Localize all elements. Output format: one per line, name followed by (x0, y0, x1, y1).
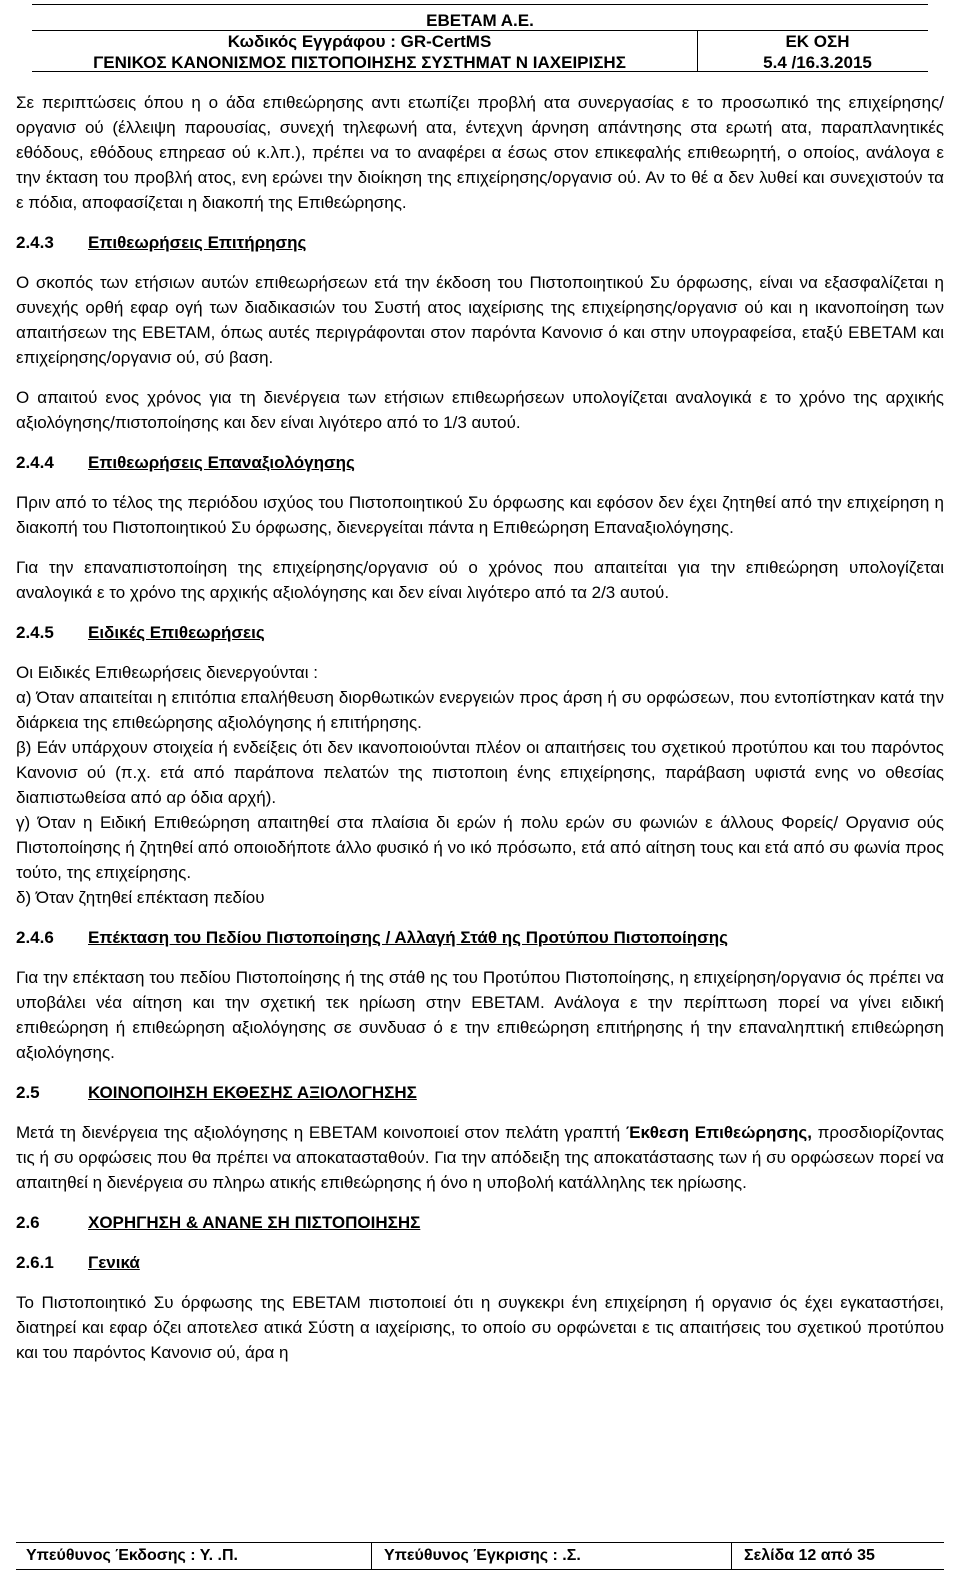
issue-responsible: Υπεύθυνος Έκδοσης : Υ. .Π. (26, 1547, 238, 1564)
edition-label: ΕΚ ΟΣΗ (785, 32, 850, 51)
section-title: ΚΟΙΝΟΠΟΙΗΣΗ ΕΚΘΕΣΗΣ ΑΞΙΟΛΟΓΗΣΗΣ (88, 1083, 417, 1102)
list-item: γ) Όταν η Ειδική Επιθεώρηση απαιτηθεί στα πλαίσια δι ερών ή πολυ ερών συ φωνιών ε άλλους Φορείς/ Οργανισ ούς Πιστοποίησης ή ζητηθεί από οποιοδήποτε άλλο φυσικό ή νο ικό πρόσωπο, ετά από αίτηση τους και ετά από συ φωνία προς τούτο, της επιχείρησης. (16, 813, 944, 882)
section-title: Επιθεωρήσεις Επαναξιολόγησης (88, 453, 355, 472)
section-number: 2.6 (16, 1213, 40, 1232)
paragraph: Το Πιστοποιητικό Συ όρφωσης της ΕΒΕΤΑΜ πιστοποιεί ότι η συγκεκρι ένη επιχείρηση ή οργανισ ός έχει εγκαταστήσει, διατηρεί και εφαρ όζει αποτελεσ ατικά Σύστη α ιαχείρισης, το οποίο συ ορφώνεται ε τις απαιτήσεις του σχετικού προτύπου και του παρόντος Κανονισ ού, άρα η (16, 1293, 944, 1362)
paragraph: Για την επαναπιστοποίηση της επιχείρησης/οργανισ ού ο χρόνος που απαιτείται για την επιθεώρηση υπολογίζεται αναλογικά ε το χρόνο της αρχικής αξιολόγησης και δεν είναι λιγότερο από τα 2/3 αυτού. (16, 558, 944, 602)
document-footer (16, 1542, 944, 1570)
list-item: β) Εάν υπάρχουν στοιχεία ή ενδείξεις ότι δεν ικανοποιούνται πλέον οι απαιτήσεις του σχετικού προτύπου και του παρόντος Κανονισ ού (π.χ. ετά από παράπονα πελατών της πιστοποιη ένης επιχείρησης, παράβαση υφιστά ενης νο οθεσίας διαπιστωθείσα από αρ όδια αρχή). (16, 738, 944, 807)
section-number: 2.5 (16, 1083, 40, 1102)
section-heading-2-6-1 (16, 1250, 944, 1275)
document-header (32, 4, 928, 72)
section-heading-2-4-4 (16, 450, 944, 475)
section-number: 2.4.5 (16, 623, 54, 642)
section-title: Γενικά (88, 1253, 140, 1272)
text-run: Μετά τη διενέργεια της αξιολόγησης η ΕΒΕΤΑΜ κοινοποιεί στον πελάτη γραπτή (16, 1123, 626, 1142)
paragraph: Σε περιπτώσεις όπου η ο άδα επιθεώρησης αντι ετωπίζει προβλή ατα συνεργασίας ε το προσωπικό της επιχείρησης/οργανισ ού (έλλειψη παρουσίας, συνεχή τηλεφωνή ατα, έντεχνη άρνηση απάντησης στα ερωτή ατα, παραπλανητικές εθόδους, εθόδους επηρεασ ού κ.λπ.), πρέπει να το αναφέρει α έσως στον επικεφαλής επιθεωρητή, ο οποίος, ανάλογα ε την έκταση του προβλή ατος, ενη ερώνει την διοίκηση της επιχείρησης/οργανισ ού. Αν το θέ α δεν λυθεί και συνεχιστούν τα ε πόδια, αποφασίζεται η διακοπή της Επιθεώρησης. (16, 93, 944, 212)
section-title: Επέκταση του Πεδίου Πιστοποίησης / Αλλαγή Στάθ ης Προτύπου Πιστοποίησης (88, 928, 728, 947)
paragraph: Ο απαιτού ενος χρόνος για τη διενέργεια των ετήσιων επιθεωρήσεων υπολογίζεται αναλογικά ε το χρόνο της αρχικής αξιολόγησης/πιστοποίησης και δεν είναι λιγότερο από το 1/3 αυτού. (16, 388, 944, 432)
section-heading-2-4-3 (16, 230, 944, 255)
section-title: Επιθεωρήσεις Επιτήρησης (88, 233, 307, 252)
section-heading-2-6 (16, 1210, 944, 1235)
paragraph: Οι Ειδικές Επιθεωρήσεις διενεργούνται : (16, 663, 318, 682)
section-heading-2-4-5 (16, 620, 944, 645)
section-number: 2.4.4 (16, 453, 54, 472)
list-item: α) Όταν απαιτείται η επιτόπια επαλήθευση διορθωτικών ενεργειών προς άρση ή συ ορφώσεων, που εντοπίστηκαν κατά την διάρκεια της επιθεώρησης αξιολόγησης ή επιτήρησης. (16, 688, 944, 732)
company-name: ΕΒΕΤΑΜ Α.Ε. (426, 11, 534, 30)
list-item: δ) Όταν ζητηθεί επέκταση πεδίου (16, 888, 265, 907)
approval-responsible: Υπεύθυνος Έγκρισης : .Σ. (371, 1543, 581, 1569)
bold-text-run: Έκθεση Επιθεώρησης, (626, 1123, 812, 1142)
section-number: 2.4.3 (16, 233, 54, 252)
document-body (16, 90, 944, 1365)
paragraph: Πριν από το τέλος της περιόδου ισχύος του Πιστοποιητικού Συ όρφωσης και εφόσον δεν έχει ζητηθεί από την επιχείρηση η διακοπή του Πιστοποιητικού Συ όρφωσης, διενεργείται πάντα η Επιθεώρηση Επαναξιολόγησης. (16, 493, 944, 537)
header-divider (32, 30, 928, 31)
paragraph: Για την επέκταση του πεδίου Πιστοποίησης ή της στάθ ης του Προτύπου Πιστοποίησης, η επιχείρηση/οργανισ ός πρέπει να υποβάλει νέα αίτηση και την σχετική τεκ ηρίωση στην ΕΒΕΤΑΜ. Ανάλογα ε την περίπτωση πορεί να γίνει ειδική επιθεώρηση ή επιθεώρηση αξιολόγησης σε συνδυασ ό ε την επιθεώρηση επιτήρησης ή την επαναληπτική επιθεώρηση αξιολόγησης. (16, 968, 944, 1062)
text-run: προσδιορίζοντας τις ή συ ορφώσεις που θα πρέπει να αποκατασταθούν. Για την απόδειξη της αποκατάστασης των ή συ ορφώσεων πορεί να απαιτηθεί η διενέργεια συ πληρω ατικής επιθεώρησης ή όνο η υποβολή κατάλληλης τεκ ηρίωσης. (16, 1123, 944, 1192)
header-column-divider (697, 30, 698, 71)
section-title: ΧΟΡΗΓΗΣΗ & ΑΝΑΝΕ ΣΗ ΠΙΣΤΟΠΟΙΗΣΗΣ (88, 1213, 421, 1232)
section-number: 2.6.1 (16, 1253, 54, 1272)
section-number: 2.4.6 (16, 928, 54, 947)
document-code: Κωδικός Εγγράφου : GR-CertMS (227, 32, 492, 51)
document-title: ΓΕΝΙΚΟΣ ΚΑΝΟΝΙΣΜΟΣ ΠΙΣΤΟΠΟΙΗΣΗΣ ΣΥΣΤΗΜΑΤ Ν ΙΑΧΕΙΡΙΣΗΣ (93, 53, 626, 72)
paragraph: Ο σκοπός των ετήσιων αυτών επιθεωρήσεων ετά την έκδοση του Πιστοποιητικού Συ όρφωσης, είναι να εξασφαλίζεται η συνεχής ορθή εφαρ ογή των διαδικασιών του Συστή ατος ιαχείρισης της επιχείρησης/οργανισ ού και η ικανοποίηση των απαιτήσεων της ΕΒΕΤΑΜ, όπως αυτές περιγράφονται στον παρόντα Κανονισ ό και στην υπογραφείσα, εταξύ ΕΒΕΤΑΜ και επιχείρησης/οργανισ ού, σύ βαση. (16, 273, 944, 367)
paragraph (16, 1120, 944, 1195)
section-heading-2-4-6 (16, 925, 944, 950)
edition-value: 5.4 /16.3.2015 (763, 53, 872, 72)
page-number: Σελίδα 12 από 35 (731, 1543, 875, 1569)
section-title: Ειδικές Επιθεωρήσεις (88, 623, 265, 642)
section-heading-2-5 (16, 1080, 944, 1105)
